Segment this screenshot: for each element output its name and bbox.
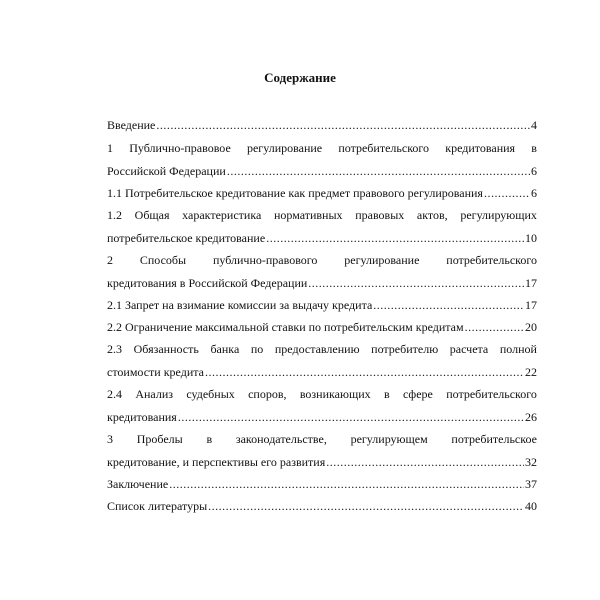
toc-entry-section-1-1[interactable] bbox=[107, 182, 537, 204]
toc-word: 2 bbox=[107, 253, 113, 267]
leader-dots bbox=[465, 316, 524, 338]
toc-word: актов, bbox=[416, 208, 448, 222]
toc-entry-text: стоимости кредита bbox=[107, 365, 204, 379]
toc-word: в bbox=[531, 141, 537, 155]
toc-word: потребительского bbox=[446, 253, 537, 267]
toc-page-number: 37 bbox=[525, 477, 537, 491]
toc-entry-text: кредитования bbox=[107, 410, 177, 424]
toc-word: регулирующем bbox=[350, 432, 428, 446]
toc-title: Содержание bbox=[264, 70, 336, 85]
toc-entry-chapter-3[interactable] bbox=[107, 428, 537, 473]
toc-page-number: 17 bbox=[525, 276, 537, 290]
leader-dots bbox=[227, 160, 530, 182]
toc-entry-text: потребительское кредитование bbox=[107, 231, 266, 245]
toc-word: Обязанность bbox=[133, 342, 199, 356]
toc-page-number: 17 bbox=[525, 298, 537, 312]
toc-entry-section-1-2[interactable] bbox=[107, 204, 537, 249]
toc-page-number: 6 bbox=[531, 164, 537, 178]
toc-word: законодательстве, bbox=[235, 432, 327, 446]
toc-word: регулирование bbox=[344, 253, 420, 267]
toc-word: судебных bbox=[186, 387, 235, 401]
toc-word: 2.4 bbox=[107, 387, 122, 401]
toc-entry-last-line bbox=[107, 406, 537, 428]
toc-word: Анализ bbox=[135, 387, 173, 401]
toc-word: потребительского bbox=[338, 141, 430, 155]
toc-entry-justified-line bbox=[107, 137, 537, 160]
leader-dots bbox=[208, 495, 524, 517]
toc-entry-section-2-2[interactable] bbox=[107, 316, 537, 338]
toc-entry-text: кредитования в Российской Федерации bbox=[107, 276, 308, 290]
toc-entry-justified-line bbox=[107, 204, 537, 227]
toc-word: Общая bbox=[134, 208, 170, 222]
toc-word: 1 bbox=[107, 141, 113, 155]
toc-entry-justified-line bbox=[107, 383, 537, 406]
table-of-contents bbox=[107, 114, 537, 517]
leader-dots bbox=[178, 406, 524, 428]
leader-dots bbox=[169, 473, 524, 495]
toc-entry-last-line bbox=[107, 451, 537, 473]
toc-word: Пробелы bbox=[136, 432, 183, 446]
toc-entry-bibliography[interactable] bbox=[107, 495, 537, 517]
toc-word: правовых bbox=[355, 208, 405, 222]
toc-entry-text: Заключение bbox=[107, 477, 169, 491]
toc-word: полной bbox=[499, 342, 537, 356]
toc-page-number: 22 bbox=[525, 365, 537, 379]
toc-word: споров, bbox=[248, 387, 287, 401]
toc-entry-section-2-4[interactable] bbox=[107, 383, 537, 428]
leader-dots bbox=[326, 451, 524, 473]
toc-word: Публично-правовое bbox=[129, 141, 231, 155]
toc-entry-justified-line bbox=[107, 338, 537, 361]
toc-word: нормативных bbox=[273, 208, 343, 222]
toc-page-number: 6 bbox=[531, 186, 537, 200]
toc-entry-section-2-3[interactable] bbox=[107, 338, 537, 383]
toc-entry-text: 1.1 Потребительское кредитование как предмет правового регулирования bbox=[107, 186, 483, 200]
toc-entry-text: Введение bbox=[107, 118, 156, 132]
toc-entry-last-line bbox=[107, 227, 537, 249]
leader-dots bbox=[205, 361, 524, 383]
toc-word: банка bbox=[210, 342, 240, 356]
toc-word: в bbox=[206, 432, 213, 446]
toc-page-number: 26 bbox=[525, 410, 537, 424]
toc-word: потребительского bbox=[446, 387, 537, 401]
toc-word: предоставлению bbox=[274, 342, 360, 356]
leader-dots bbox=[484, 182, 530, 204]
toc-entry-last-line bbox=[107, 361, 537, 383]
leader-dots bbox=[308, 272, 524, 294]
leader-dots bbox=[373, 294, 524, 316]
leader-dots bbox=[156, 114, 530, 137]
toc-entry-text: кредитование, и перспективы его развития bbox=[107, 455, 326, 469]
toc-entry-text: 2.2 Ограничение максимальной ставки по потребительским кредитам bbox=[107, 320, 464, 334]
toc-entry-text: Российской Федерации bbox=[107, 164, 226, 178]
toc-word: публично-правового bbox=[212, 253, 318, 267]
toc-word: характеристика bbox=[182, 208, 262, 222]
toc-word: регулирующих bbox=[460, 208, 537, 222]
toc-entry-introduction[interactable] bbox=[107, 114, 537, 137]
toc-word: регулирование bbox=[246, 141, 323, 155]
toc-page-number: 10 bbox=[525, 231, 537, 245]
toc-entry-last-line bbox=[107, 160, 537, 182]
toc-word: 3 bbox=[107, 432, 113, 446]
toc-entry-conclusion[interactable] bbox=[107, 473, 537, 495]
toc-word: расчета bbox=[449, 342, 489, 356]
toc-entry-chapter-1[interactable] bbox=[107, 137, 537, 182]
toc-entry-chapter-2[interactable] bbox=[107, 249, 537, 294]
toc-page-number: 4 bbox=[531, 118, 537, 132]
toc-word: по bbox=[250, 342, 264, 356]
toc-word: потребительское bbox=[451, 432, 537, 446]
toc-word: возникающих bbox=[299, 387, 371, 401]
toc-word: Способы bbox=[139, 253, 187, 267]
toc-page-number: 32 bbox=[525, 455, 537, 469]
toc-entry-text: 2.1 Запрет на взимание комиссии за выдачу кредита bbox=[107, 298, 373, 312]
toc-page-number: 20 bbox=[525, 320, 537, 334]
leader-dots bbox=[266, 227, 524, 249]
toc-word: потребителю bbox=[371, 342, 439, 356]
toc-word: сфере bbox=[402, 387, 433, 401]
toc-entry-section-2-1[interactable] bbox=[107, 294, 537, 316]
toc-word: кредитования bbox=[445, 141, 516, 155]
toc-word: в bbox=[383, 387, 390, 401]
toc-word: 2.3 bbox=[107, 342, 122, 356]
toc-entry-justified-line bbox=[107, 249, 537, 272]
toc-word: 1.2 bbox=[107, 208, 122, 222]
toc-entry-text: Список литературы bbox=[107, 499, 208, 513]
toc-entry-justified-line bbox=[107, 428, 537, 451]
toc-page-number: 40 bbox=[525, 499, 537, 513]
toc-entry-last-line bbox=[107, 272, 537, 294]
